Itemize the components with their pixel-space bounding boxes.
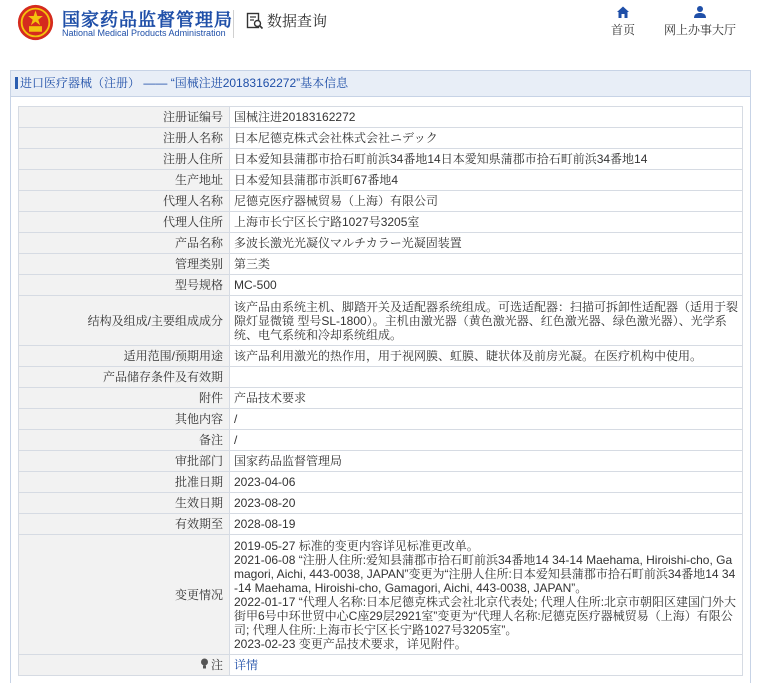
note-label: 注 [210, 658, 223, 672]
table-row-note [19, 655, 743, 676]
field-value: 产品技术要求 [230, 388, 743, 409]
table-row [19, 430, 743, 451]
change-entry: 2022-01-17 “代理人名称:日本尼德克株式会社北京代表处; 代理人住所:北京市朝阳区建国门外大街甲6号中环世贸中心C座29层2921室”变更为“代理人名称:尼德克医疗器械贸易（上海）有限公司; 代理人住所:上海市长宁区长宁路1027号3205室”。 [234, 594, 737, 637]
field-value: 第三类 [230, 254, 743, 275]
nav-home-label: 首页 [610, 23, 635, 37]
table-row [19, 170, 743, 191]
lightbulb-icon [200, 658, 209, 672]
field-label: 备注 [19, 430, 230, 451]
org-name-en[interactable]: National Medical Products Administration [62, 28, 226, 38]
home-icon [616, 5, 630, 19]
nav-online-service-label: 网上办事大厅 [663, 23, 736, 37]
table-row [19, 451, 743, 472]
field-value-changes [230, 535, 743, 655]
document-search-icon [246, 12, 264, 30]
field-value: 2023-08-20 [230, 493, 743, 514]
field-label-changes: 变更情况 [19, 535, 230, 655]
details-link[interactable]: 详情 [234, 658, 259, 672]
note-value-cell [230, 655, 743, 676]
field-label: 产品储存条件及有效期 [19, 367, 230, 388]
field-label: 管理类别 [19, 254, 230, 275]
change-entry: 2023-02-23 变更产品技术要求，详见附件。 [234, 636, 467, 651]
field-label: 注册证编号 [19, 107, 230, 128]
table-row [19, 472, 743, 493]
field-label: 产品名称 [19, 233, 230, 254]
data-query-title[interactable]: 数据查询 [267, 13, 328, 30]
field-label: 批准日期 [19, 472, 230, 493]
note-label-cell [19, 655, 230, 676]
table-row [19, 275, 743, 296]
field-value: 该产品由系统主机、脚踏开关及适配器系统组成。可选适配器：扫描可拆卸性适配器（适用于裂隙灯显微镜 型号SL-1800）。主机由激光器（黄色激光器、红色激光器、绿色激光器）、光学系统、电气系统和冷却系统组成。 [230, 296, 743, 346]
table-row [19, 128, 743, 149]
field-value: 日本爱知县蒲郡市浜町67番地4 [230, 170, 743, 191]
field-value: 日本爱知县蒲郡市拾石町前浜34番地14日本愛知県蒲郡市拾石町前浜34番地14 [230, 149, 743, 170]
nav-online-service[interactable] [655, 5, 745, 38]
title-marker [15, 77, 18, 89]
table-row [19, 296, 743, 346]
field-label: 结构及组成/主要组成成分 [19, 296, 230, 346]
field-value: / [230, 430, 743, 451]
breadcrumb-current: “国械注进20183162272”基本信息 [170, 76, 349, 90]
site-header [0, 0, 759, 58]
field-label: 附件 [19, 388, 230, 409]
table-row-changes [19, 535, 743, 655]
table-row [19, 149, 743, 170]
field-label: 有效期至 [19, 514, 230, 535]
table-row [19, 388, 743, 409]
org-name-cn[interactable]: 国家药品监督管理局 [62, 10, 233, 30]
detail-panel [10, 70, 751, 683]
person-icon [693, 5, 707, 19]
field-label: 其他内容 [19, 409, 230, 430]
field-label: 型号规格 [19, 275, 230, 296]
field-label: 注册人住所 [19, 149, 230, 170]
table-row [19, 191, 743, 212]
field-label: 生效日期 [19, 493, 230, 514]
info-table-wrapper [18, 106, 743, 676]
field-value: MC-500 [230, 275, 743, 296]
table-row [19, 409, 743, 430]
field-value: / [230, 409, 743, 430]
field-label: 审批部门 [19, 451, 230, 472]
table-row [19, 514, 743, 535]
field-value: 该产品利用激光的热作用，用于视网膜、虹膜、睫状体及前房光凝。在医疗机构中使用。 [230, 346, 743, 367]
table-row [19, 493, 743, 514]
field-value: 2023-04-06 [230, 472, 743, 493]
change-entry: 2019-05-27 标准的变更内容详见标准更改单。 [234, 538, 479, 553]
field-value: 多波长激光光凝仪マルチカラー光凝固装置 [230, 233, 743, 254]
field-label: 适用范围/预期用途 [19, 346, 230, 367]
table-row [19, 367, 743, 388]
field-value: 国械注进20183162272 [230, 107, 743, 128]
breadcrumb [11, 71, 750, 97]
field-label: 注册人名称 [19, 128, 230, 149]
table-row [19, 233, 743, 254]
field-value: 上海市长宁区长宁路1027号3205室 [230, 212, 743, 233]
table-row [19, 107, 743, 128]
field-label: 代理人住所 [19, 212, 230, 233]
field-value [230, 367, 743, 388]
field-label: 生产地址 [19, 170, 230, 191]
field-value: 尼德克医疗器械贸易（上海）有限公司 [230, 191, 743, 212]
field-value: 2028-08-19 [230, 514, 743, 535]
table-row [19, 254, 743, 275]
table-row [19, 212, 743, 233]
field-label: 代理人名称 [19, 191, 230, 212]
info-table [18, 106, 743, 676]
header-divider [233, 10, 234, 38]
table-row [19, 346, 743, 367]
national-emblem-icon[interactable] [17, 4, 54, 41]
field-value: 日本尼德克株式会社株式会社ニデック [230, 128, 743, 149]
breadcrumb-separator: —— [143, 76, 168, 90]
field-value: 国家药品监督管理局 [230, 451, 743, 472]
breadcrumb-link-import-devices[interactable]: 进口医疗器械（注册） [20, 76, 141, 90]
nav-home[interactable] [603, 5, 643, 38]
change-entry: 2021-06-08 “注册人住所:爱知县蒲郡市拾石町前浜34番地14 34-14 Maehama, Hiroishi-cho, Gamagori, Aichi, 443-0038, JAPAN”变更为“注册人住所:日本爱知县蒲郡市拾石町前浜34番地14 34-14 Maehama, Hiroishi-cho, Gamagori, Aichi, 443-0038, JAPAN”。 [234, 552, 736, 595]
